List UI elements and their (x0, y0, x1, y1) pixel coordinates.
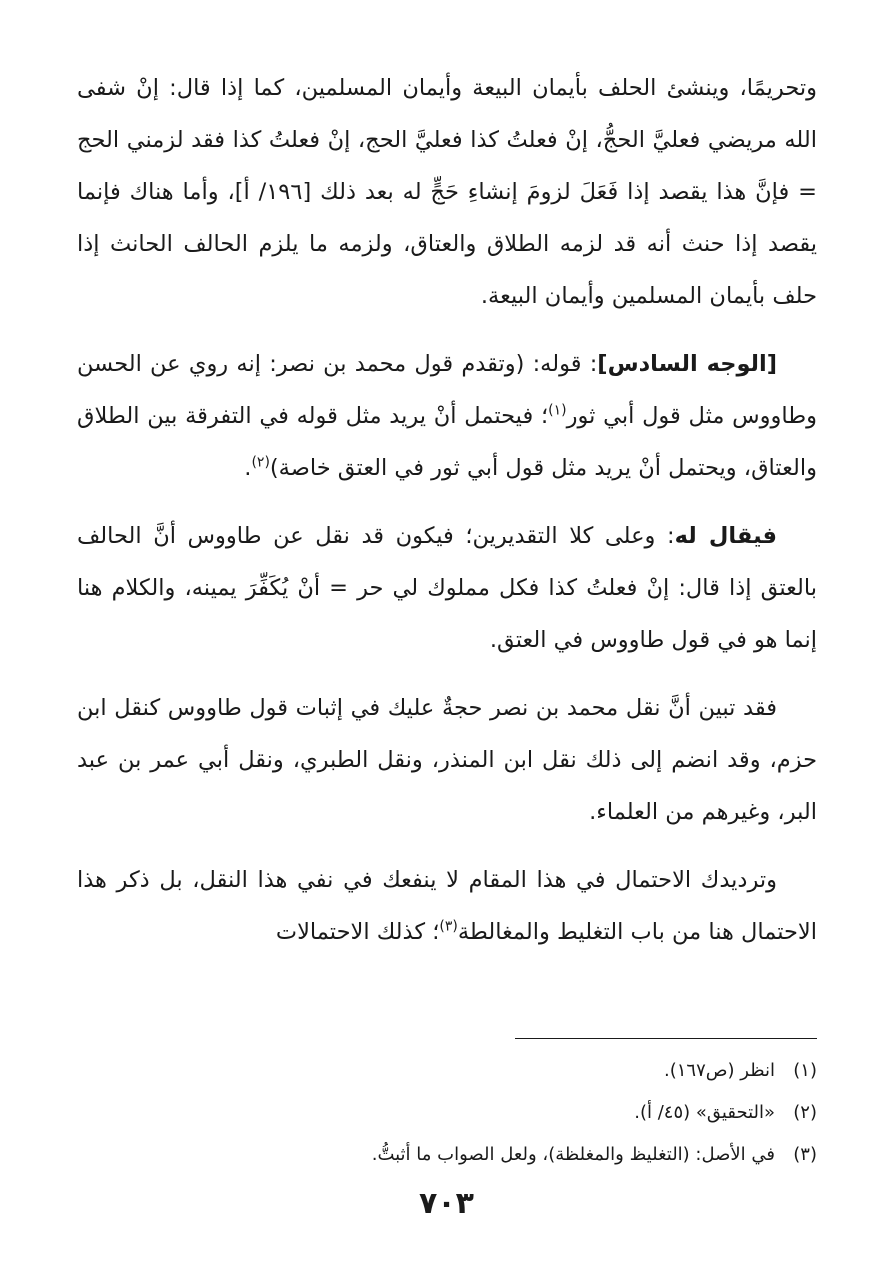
footnote-ref-3[interactable]: (٣) (439, 918, 458, 935)
footnote-text: انظر (ص١٦٧). (664, 1060, 775, 1081)
paragraph-2-text-c: . (244, 455, 252, 481)
footnote-text: «التحقيق» (٤٥/ أ). (634, 1102, 775, 1123)
footnote-number: (٣) (793, 1144, 817, 1165)
paragraph-2-text-b: ؛ فيحتمل أنْ يريد مثل قوله في التفرقة بين الطلاق والعتاق، ويحتمل أنْ يريد مثل قول أبي ثور في العتق خاصة) (77, 403, 817, 481)
page-number: ٧٠٣ (419, 1186, 474, 1221)
footnote-number: (٢) (793, 1102, 817, 1123)
paragraph-2-text-a: : قوله: (وتقدم قول محمد بن نصر: إنه روي عن الحسن وطاووس مثل قول أبي ثور (77, 351, 818, 429)
paragraph-3 (77, 510, 817, 666)
footnote-2 (77, 1092, 817, 1134)
paragraph-5-text-a: وترديدك الاحتمال في هذا المقام لا ينفعك في نفي هذا النقل، بل ذكر هذا الاحتمال هنا من باب التغليط والمغالطة (77, 867, 817, 945)
paragraph-5 (77, 854, 817, 958)
paragraph-4 (77, 682, 817, 838)
footnote-1 (77, 1050, 817, 1092)
paragraph-4-text: فقد تبين أنَّ نقل محمد بن نصر حجةٌ عليك في إثبات قول طاووس كنقل ابن حزم، وقد انضم إلى ذلك نقل ابن المنذر، ونقل الطبري، ونقل أبي عمر بن عبد البر، وغيرهم من العلماء. (77, 695, 817, 825)
footnotes (77, 1050, 817, 1176)
paragraph-3-text: : وعلى كلا التقديرين؛ فيكون قد نقل عن طاووس أنَّ الحالف بالعتق إذا قال: إنْ فعلتُ كذا فكل مملوك لي حر = أنْ يُكَفِّرَ يمينه، والكلام هنا إنما هو في قول طاووس في العتق. (77, 523, 817, 653)
main-text (77, 62, 817, 958)
footnote-text: في الأصل: (التغليظ والمغلظة)، ولعل الصواب ما أثبتُّ. (371, 1144, 775, 1165)
paragraph-5-text-b: ؛ كذلك الاحتمالات (275, 919, 440, 945)
footnote-3 (77, 1134, 817, 1176)
footnote-ref-2[interactable]: (٢) (251, 454, 270, 471)
paragraph-1-text: وتحريمًا، وينشئ الحلف بأيمان البيعة وأيمان المسلمين، كما إذا قال: إنْ شفى الله مريضي فعليَّ الحجُّ، إنْ فعلتُ كذا فعليَّ الحج، إنْ فعلتُ كذا فقد لزمني الحج = فإنَّ هذا يقصد إذا فَعَلَ لزومَ إنشاءِ حَجٍّ له بعد ذلك [١٩٦/ أ]، وأما هناك فإنما يقصد إذا حنث أنه قد لزمه الطلاق والعتاق، ولزمه ما يلزم الحالف الحانث إذا حلف بأيمان المسلمين وأيمان البيعة. (77, 75, 818, 309)
paragraph-2 (77, 338, 817, 494)
footnote-ref-1[interactable]: (١) (548, 402, 567, 419)
paragraph-3-lead: فيقال له (674, 523, 777, 549)
paragraph-1 (77, 62, 817, 322)
footnote-divider (515, 1038, 817, 1039)
footnote-number: (١) (793, 1060, 817, 1081)
section-heading-sixth-aspect: [الوجه السادس] (597, 351, 777, 377)
